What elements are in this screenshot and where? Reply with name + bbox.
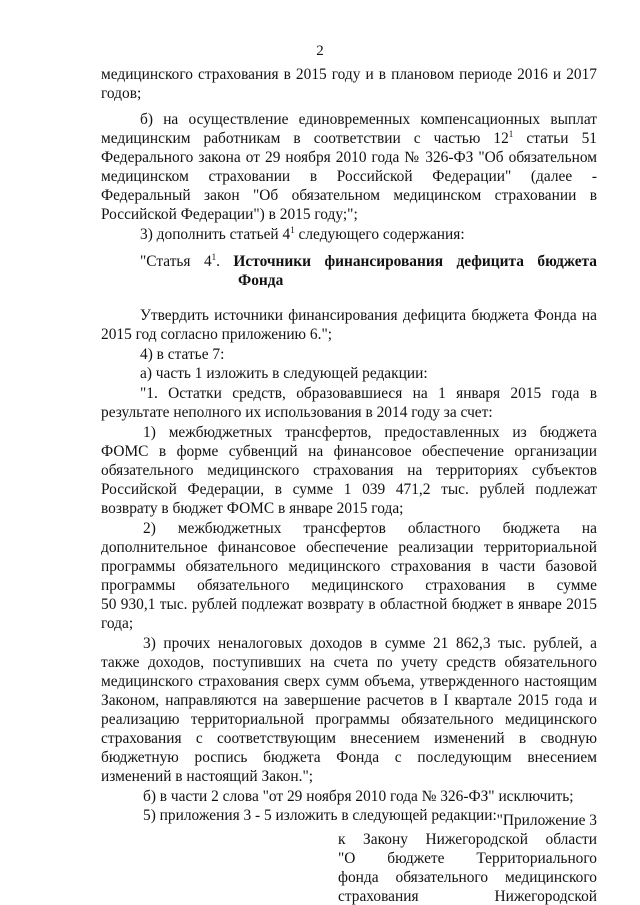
text-fragment: "Статья 4: [140, 253, 212, 270]
text-line: 50 930,1 тыс. рублей подлежат возврату в областной бюджет в январе 2015: [101, 596, 597, 613]
text-line: бюджетную роспись бюджета Фонда с последующим внесением: [101, 749, 597, 766]
text-line: также доходов, поступивших на счета по учету средств обязательного: [101, 654, 597, 671]
page-number: 2: [316, 43, 324, 59]
text-line: Российской Федерации") в 2015 году;";: [101, 206, 358, 223]
appendix-header-line: страхования Нижегородской: [338, 888, 597, 905]
text-line: б) в части 2 слова "от 29 ноября 2010 года № 326-ФЗ" исключить;: [143, 788, 574, 805]
text-line: 2015 год согласно приложению 6.";: [101, 326, 333, 343]
text-line: медицинского страхования сверх сумм объема, утвержденного настоящим: [101, 673, 597, 690]
text-line: результате неполного их использования в 2014 году за счет:: [101, 404, 493, 421]
text-line: Российской Федерации, в сумме 1 039 471,2 тыс. рублей подлежат: [101, 481, 597, 498]
text-line: 3) прочих неналоговых доходов в сумме 21 862,3 тыс. рублей, а: [143, 635, 597, 652]
text-line: 1) межбюджетных трансфертов, предоставленных из бюджета: [143, 424, 597, 441]
appendix-header-line: фонда обязательного медицинского: [338, 869, 597, 886]
appendix-header-line: к Закону Нижегородской области: [338, 831, 597, 848]
text-line: дополнительное финансовое обеспечение реализации территориальной: [101, 539, 597, 556]
text-line: года;: [101, 615, 134, 632]
text-line: 4) в статье 7:: [140, 346, 225, 363]
appendix-header-line: "О бюджете Территориального: [338, 850, 597, 867]
text-line: "1. Остатки средств, образовавшиеся на 1 января 2015 года в: [140, 385, 597, 402]
text-fragment: следующего содержания:: [294, 226, 465, 243]
text-line: программы обязательного медицинского страхования в части базовой: [101, 558, 597, 575]
text-line: годов;: [101, 85, 142, 102]
text-line: программы обязательного медицинского страхования в сумме: [101, 577, 597, 594]
text-line: [101, 129, 597, 148]
superscript: 1: [508, 129, 514, 139]
article-title: Фонда: [238, 272, 284, 289]
text-fragment: медицинским работникам в соответствии с частью 12: [101, 130, 509, 147]
text-line: [140, 225, 597, 244]
text-line: Федерального закона от 29 ноября 2010 года № 326-ФЗ "Об обязательном: [101, 149, 597, 166]
text-line: обязательного медицинского страхования на территориях субъектов: [101, 462, 597, 479]
article-heading-line: [140, 252, 597, 271]
text-line: Законом, направляются на завершение расчетов в I квартале 2015 года и: [101, 692, 597, 709]
text-line: возврату в бюджет ФОМС в январе 2015 года;: [101, 500, 404, 517]
text-fragment: .: [216, 253, 234, 270]
text-line: медицинском страховании в Российской Федерации" (далее -: [101, 168, 597, 185]
text-line: медицинского страхования в 2015 году и в плановом периоде 2016 и 2017: [101, 66, 597, 83]
text-line: ФОМС в форме субвенций на финансовое обеспечение организации: [101, 443, 597, 460]
text-line: б) на осуществление единовременных компенсационных выплат: [140, 111, 597, 128]
text-line: Федеральный закон "Об обязательном медицинском страховании в: [101, 187, 597, 204]
text-line: страхования с соответствующим внесением изменений в сводную: [101, 730, 597, 747]
text-line: 5) приложения 3 - 5 изложить в следующей редакции:: [143, 807, 497, 824]
text-line: 2) межбюджетных трансфертов областного бюджета на: [143, 520, 597, 537]
text-line: Утвердить источники финансирования дефицита бюджета Фонда на: [140, 307, 597, 324]
superscript: 1: [211, 252, 217, 262]
text-line: изменений в настоящий Закон.";: [101, 768, 314, 785]
text-line: а) часть 1 изложить в следующей редакции:: [140, 365, 428, 382]
superscript: 1: [290, 225, 295, 235]
appendix-header-line: "Приложение 3: [496, 812, 597, 829]
article-title: Источники финансирования дефицита бюджета: [233, 253, 597, 270]
text-fragment: статьи 51: [526, 130, 597, 147]
text-fragment: 3) дополнить статьей 4: [140, 226, 291, 243]
text-line: реализацию территориальной программы обязательного медицинского: [101, 711, 597, 728]
